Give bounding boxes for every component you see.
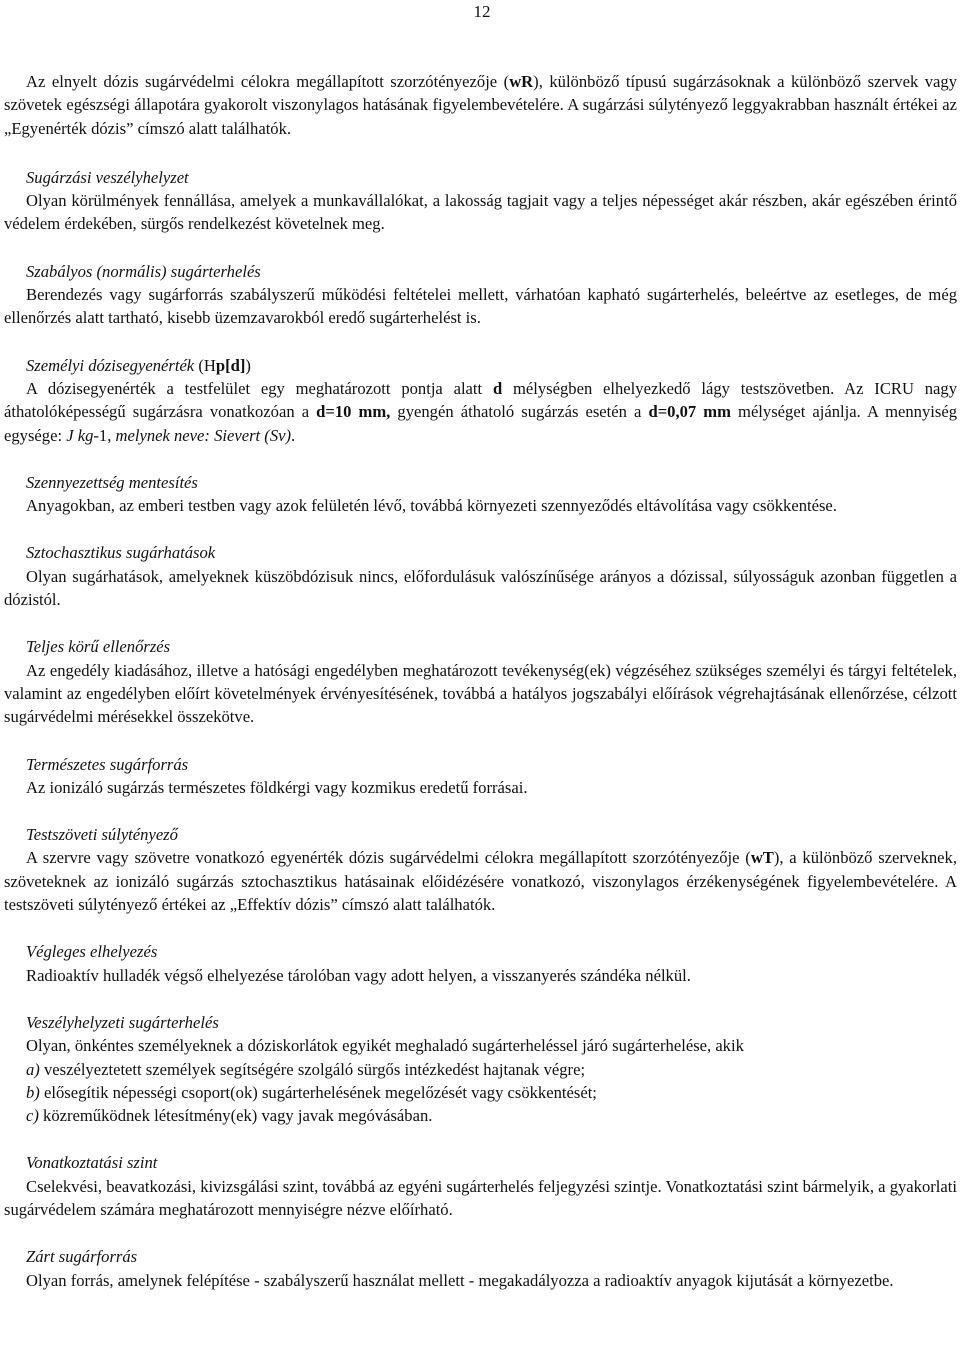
- entry-szennyezettseg-mentesites: [4, 471, 957, 518]
- list-text: közreműködnek létesítmény(ek) vagy javak megóvásában.: [38, 1106, 433, 1126]
- term-definition: Berendezés vagy sugárforrás szabályszerű működési feltételei mellett, várhatóan kapható sugárterhelés, beleértve az esetleges, de még ellenőrzés alatt tartható, kisebb üzemzavarokból eredő sugárterhelést is.: [4, 285, 957, 328]
- entry-veszelyhelyzeti-sugarterheles: [4, 1011, 957, 1127]
- entry-sztochasztikus-sugarhatasok: [4, 541, 957, 611]
- entry-testszoveti-sulytenyezo: [4, 823, 957, 916]
- term-heading: Zárt sugárforrás: [26, 1247, 138, 1267]
- term-definition: Olyan körülmények fennállása, amelyek a munkavállalókat, a lakosság tagjait vagy a teljes népességet akár részben, akár egészében érintő védelem érdekében, sürgős rendelkezést követelnek meg.: [4, 191, 957, 234]
- intro-text-a: Az elnyelt dózis sugárvédelmi célokra megállapított szorzótényezője (: [26, 72, 510, 91]
- term-definition: Olyan forrás, amelynek felépítése - szabályszerű használat mellett - megakadályozza a radioaktív anyagok kijutását a környezetbe.: [26, 1270, 894, 1290]
- def-text: A szervre vagy szövetre vonatkozó egyenérték dózis sugárvédelmi célokra megállapított szorzótényezője (: [26, 848, 751, 868]
- entry-zart-sugarforras: [4, 1245, 957, 1292]
- entry-vegleges-elhelyezes: [4, 940, 957, 987]
- def-text: gyengén áthatoló sugárzás esetén a: [390, 402, 649, 422]
- def-italic: J kg: [66, 425, 94, 445]
- def-text: -1,: [93, 425, 116, 445]
- entry-sugarzasi-veszelyhelyzet: [4, 166, 957, 236]
- list-text: elősegítik népességi csoport(ok) sugárterhelésének megelőzését vagy csökkentését;: [39, 1082, 597, 1102]
- term-definition: Az engedély kiadásához, illetve a hatósági engedélyben meghatározott tevékenység(ek) végzéséhez szükséges személyi és tárgyi feltételek, valamint az engedélyben előírt követelmények érvényesítésének, továbbá a hatályos jogszabályi előírások végrehajtásának ellenőrzése, célzott sugárvédelmi mérésekkel összekötve.: [4, 660, 957, 727]
- def-bold: d=0,07 mm: [648, 402, 731, 422]
- term-definition: Az ionizáló sugárzás természetes földkérgi vagy kozmikus eredetű forrásai.: [26, 777, 528, 797]
- term-definition: [4, 846, 957, 916]
- document-body: [4, 70, 957, 1316]
- entry-termeszetes-sugarforras: [4, 753, 957, 800]
- entry-teljes-koru-ellenorzes: [4, 635, 957, 728]
- list-marker: a): [26, 1059, 40, 1079]
- intro-symbol-wr: wR: [509, 72, 534, 91]
- def-text: .: [291, 425, 296, 445]
- term-heading: [26, 354, 957, 377]
- entry-szabalyos-sugarterheles: [4, 260, 957, 330]
- term-heading: Testszöveti súlytényező: [26, 825, 178, 845]
- list-item: [4, 1081, 957, 1104]
- page-number: 12: [473, 2, 491, 21]
- term-definition: [4, 377, 957, 447]
- list-text: veszélyeztetett személyek segítségére szolgáló sürgős intézkedést hajtanak végre;: [39, 1059, 586, 1079]
- intro-text-b: ), különböző típusú sugárzásoknak a különböző szervek vagy szövetek egészségi állapotára gyakorolt viszonylagos hatásának figyelembevételére. A sugárzási súlytényező leggyakrabban használt értékei az „Egyenérték dózis” címszó alatt találhatók.: [4, 72, 957, 138]
- term-definition: Olyan sugárhatások, amelyeknek küszöbdózisuk nincs, előfordulásuk valószínűsége arányos a dózissal, súlyosságuk azonban független a dózistól.: [4, 566, 957, 610]
- def-bold: wT: [750, 848, 774, 868]
- def-text: ), a különböző szerveknek, szöveteknek az ionizáló sugárzás sztochasztikus hatásainak előidézésére vonatkozó, viszonylagos érzékenységének figyelembevételére. A testszöveti súlytényező értékei az „Effektív dózis” címszó alatt találhatók.: [4, 848, 957, 915]
- term-heading: Sugárzási veszélyhelyzet: [26, 167, 189, 187]
- term-heading: Szabályos (normális) sugárterhelés: [26, 261, 261, 281]
- def-bold: d=10 mm,: [316, 402, 391, 422]
- term-heading-text: Személyi dózisegyenérték: [26, 355, 195, 375]
- intro-paragraph: [4, 70, 957, 140]
- term-heading: Szennyezettség mentesítés: [26, 472, 198, 492]
- term-heading: Veszélyhelyzeti sugárterhelés: [26, 1012, 219, 1032]
- def-bold: d: [492, 378, 503, 398]
- term-heading: Vonatkoztatási szint: [26, 1153, 158, 1173]
- term-heading: Végleges elhelyezés: [26, 942, 158, 962]
- def-text: mélységben elhelyezkedő lágy testszövetben. Az ICRU nagy áthatolóképességű sugárzásra vonatkozóan a: [4, 378, 957, 422]
- entry-vonatkoztatasi-szint: [4, 1151, 957, 1221]
- entry-szemelyi-dozisegyenertek: [4, 354, 957, 447]
- term-symbol-sub: p[d]: [215, 355, 246, 375]
- def-text: mélységet ajánlja. A mennyiség egysége:: [4, 402, 957, 445]
- list-item: [4, 1058, 957, 1081]
- term-definition: Anyagokban, az emberi testben vagy azok felületén lévő, továbbá környezeti szennyeződés eltávolítása vagy csökkentése.: [26, 496, 837, 516]
- list-item: [4, 1104, 957, 1127]
- term-heading: Sztochasztikus sugárhatások: [26, 543, 216, 563]
- term-heading: Természetes sugárforrás: [26, 754, 189, 774]
- def-text: A dózisegyenérték a testfelület egy meghatározott pontja alatt: [26, 378, 493, 398]
- def-italic: melynek neve: Sievert (Sv): [115, 425, 292, 445]
- term-definition: Radioaktív hulladék végső elhelyezése tárolóban vagy adott helyen, a visszanyerés szándéka nélkül.: [26, 965, 691, 985]
- term-definition: Cselekvési, beavatkozási, kivizsgálási szint, továbbá az egyéni sugárterhelés feljegyzési szintje. Vonatkoztatási szint bármelyik, a gyakorlati sugárvédelem számára meghatározott mennyiségre nézve előírható.: [4, 1176, 957, 1219]
- list-marker: c): [26, 1106, 39, 1126]
- list-marker: b): [26, 1082, 40, 1102]
- term-symbol-open: (H: [194, 355, 216, 375]
- term-symbol-close: ): [245, 355, 251, 375]
- term-definition: Olyan, önkéntes személyeknek a dóziskorlátok egyikét meghaladó sugárterheléssel járó sugárterhelése, akik: [26, 1036, 744, 1056]
- term-heading: Teljes körű ellenőrzés: [26, 637, 171, 657]
